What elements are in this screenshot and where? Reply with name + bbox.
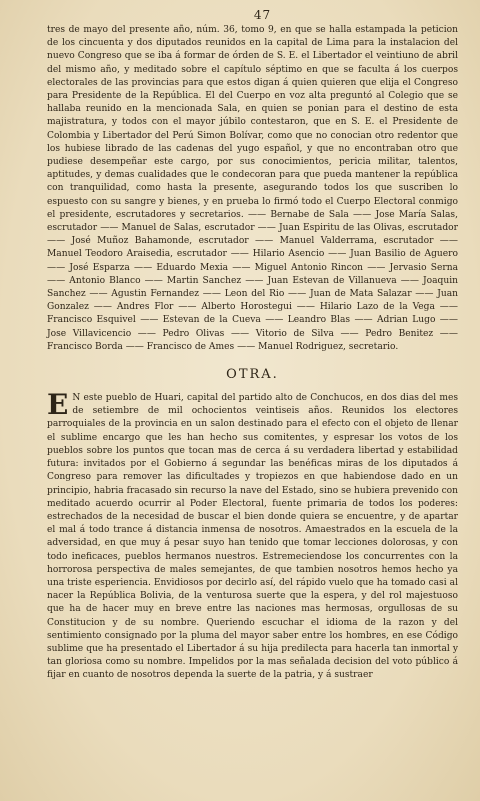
section-title: OTRA.: [226, 367, 279, 383]
second-act: [47, 388, 458, 682]
page-number: 47: [253, 8, 272, 22]
huari-act-paragraph: N este pueblo de Huari, capital del partido alto de Conchucos, en dos dias del mes de setiembre de mil ochocientos veintiseis años. Reunidos los electores parroquiales de la provincia en un salon destinado para el efecto con el objeto de llenar el sublime encargo que les han hecho sus comitentes, y espresar los votos de los pueblos sobre los puntos que tocan mas de cerca á su verdadera libertad y estabilidad futura: invitados por el Gobierno á segundar las benéficas miras de los diputados á Congreso para remover las dificultades y tropiezos en que habiendose dado en un principio, habria fracasado sin recurso la nave del Estado, sino se hubiera prevenido con meditado acuerdo ocurrir al Poder Electoral, fuente primaria de todos los poderes: estrechados de la necesidad de buscar el bien donde quiera se encuentre, y de apartar el mal á todo trance á distancia inmensa de nosotros. Amaestrados en la escuela de la adversidad, en que muy á pesar suyo han tenido que tomar lecciones dolorosas, y con todo ineficaces, pueblos hermanos nuestros. Estremeciendose los concurrentes con la horrorosa perspectiva de males semejantes, de que tambien nosotros hemos hecho ya una triste esperiencia. Envidiosos por decirlo así, del rápido vuelo que ha tomado casi al nacer la República Bolivia, de la venturosa suerte que la espera, y del rol majestuoso que ha de hacer muy en breve entre las naciones mas hermosas, orgullosas de su Constitucion y de su nombre. Queriendo escuchar el idioma de la razon y del sentimiento consignado por la pluma del mayor saber entre los hombres, en ese Código sublime que ha presentado el Libertador á su hija predilecta para hacerla tan inmortal y tan gloriosa como su nombre. Impelidos por la mas señalada decision del voto público á fijar en cuanto de nosotros dependa la suerte de la patria, y á sustraer: [47, 393, 458, 681]
electoral-act-paragraph: tres de mayo del presente año, núm. 36, tomo 9, en que se halla estampada la peticion de los cincuenta y dos diputados reunidos en la capital de Lima para la instalacion del nuevo Congreso que se iba á formar de órden de S. E. el Libertador el veintiuno de abril del mismo año, y meditado sobre el capítulo séptimo en que se faculta á los cuerpos electorales de las provincias para que estos digan á quien quieren que elija el Congreso para Presidente de la República. El del Cuerpo en voz alta preguntó al Colegio que se hallaba reunido en la mencionada Sala, en quien se ponian para el destino de esta majistratura, y todos con el mayor júbilo contestaron, que en S. E. el Presidente de Colombia y Libertador del Perú Simon Bolívar, como que no conocian otro redentor que los hubiese librado de las cadenas del yugo español, y que no encontraban otro que pudiese desempeñar este cargo, por sus conocimientos, pericia militar, talentos, aptitudes, y demas cualidades que le condecoran para que pueda mantener la república con tranquilidad, como hasta la presente, asegurando todos los que suscriben lo espuesto con su sangre y bienes, y en prueba lo firmó todo el Cuerpo Electoral conmigo el presidente, escrutadores y secretarios. —— Bernabe de Sala —— Jose María Salas, escrutador —— Manuel de Salas, escrutador —— Juan Espiritu de las Olivas, escrutador —— José Muñoz Bahamonde, escrutador —— Manuel Valderrama, escrutador —— Manuel Teodoro Araisedia, escrutador —— Hilario Asencio —— Juan Basilio de Aguero —— José Esparza —— Eduardo Mexia —— Miguel Antonio Rincon —— Jervasio Serna —— Antonio Blanco —— Martin Sanchez —— Juan Estevan de Villanueva —— Joaquin Sanchez —— Agustin Fernandez —— Leon del Rio —— Juan de Mata Salazar —— Juan Gonzalez —— Andres Flor —— Alberto Horostegui —— Hilario Lazo de la Vega —— Francisco Esquivel —— Estevan de la Cueva —— Leandro Blas —— Adrian Lugo —— Jose Villavicencio —— Pedro Olivas —— Vitorio de Silva —— Pedro Benitez —— Francisco Borda —— Francisco de Ames —— Manuel Rodriguez, secretario.: [47, 25, 458, 352]
drop-cap: E: [47, 388, 69, 422]
